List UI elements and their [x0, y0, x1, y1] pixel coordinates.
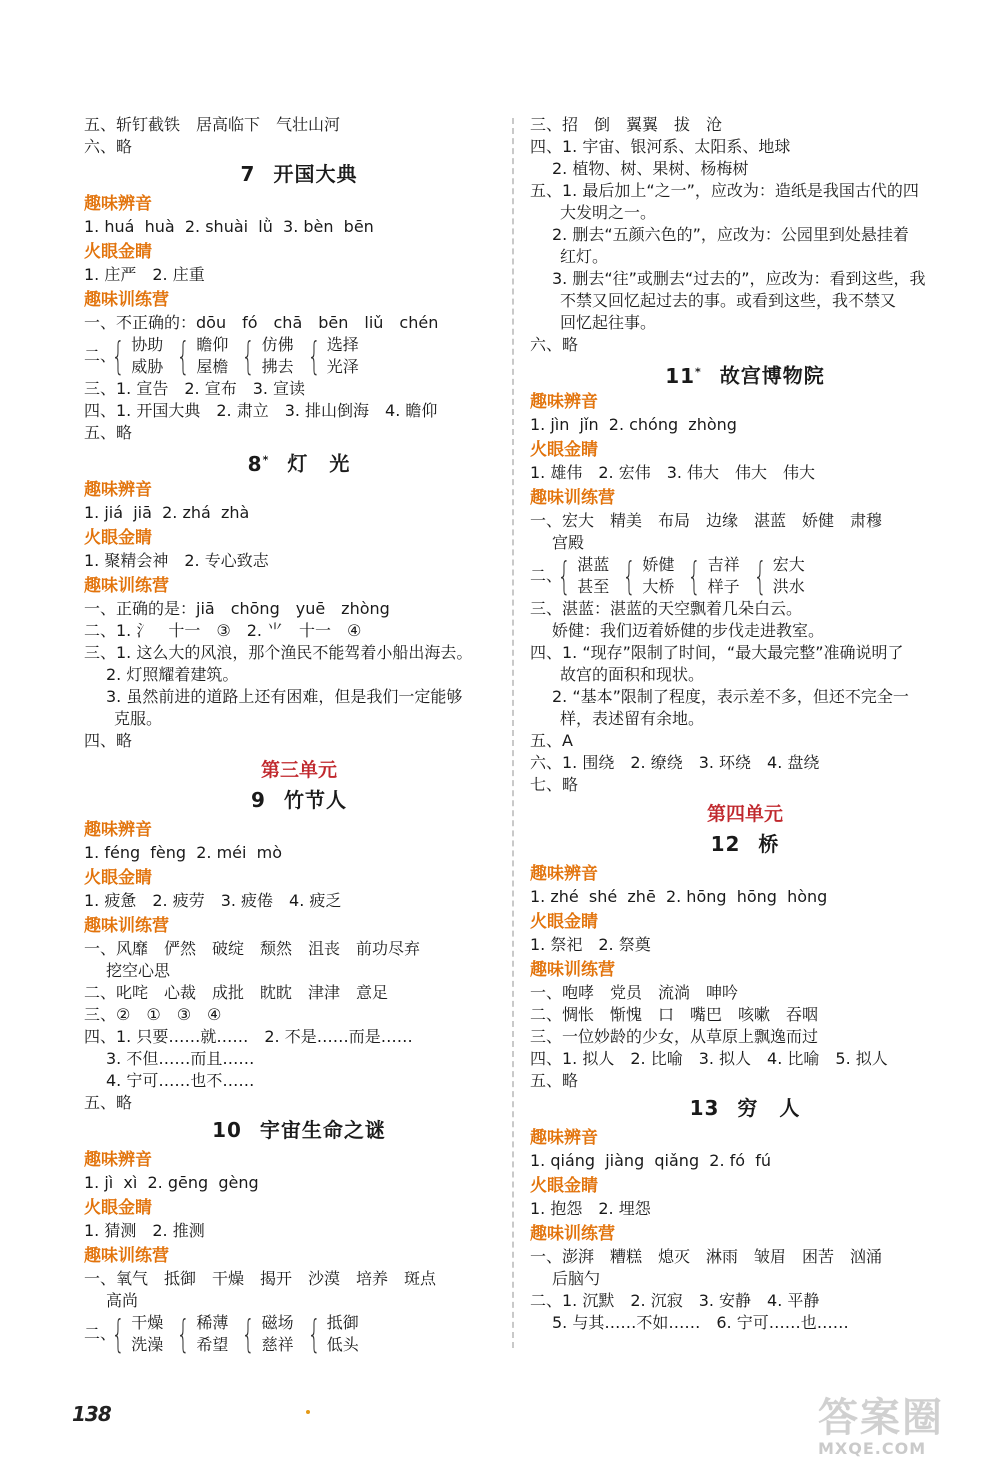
answer-line: 挖空心思 — [106, 961, 171, 980]
answer-line: 5. 与其……不如…… 6. 宁可……也…… — [552, 1313, 849, 1332]
answer-line: 1. zhé shé zhē 2. hōng hōng hòng — [530, 887, 828, 906]
answer-line: 五、略 — [530, 1071, 579, 1090]
section-heading: 火眼金睛 — [84, 1198, 152, 1218]
section-heading: 趣味训练营 — [84, 1246, 169, 1266]
answer-line: 1. qiáng jiàng qiǎng 2. fó fú — [530, 1151, 771, 1170]
section-heading: 趣味辨音 — [530, 392, 598, 412]
answer-line: 1. jiá jiā 2. zhá zhà — [84, 503, 250, 522]
answer-line: 娇健：我们迈着娇健的步伐走进教室。 — [552, 621, 825, 640]
answer-line: 五、斩钉截铁 居高临下 气壮山河 — [84, 115, 341, 134]
answer-line: 五、1. 最后加上“之一”，应改为：造纸是我国古代的四 — [530, 181, 919, 200]
answer-line: 六、1. 围绕 2. 缭绕 3. 环绕 4. 盘绕 — [530, 753, 820, 772]
section-heading: 趣味训练营 — [530, 960, 615, 980]
section-heading: 火眼金睛 — [530, 1176, 598, 1196]
answer-line: 宫殿 — [552, 533, 585, 552]
answer-line: 一、澎湃 糟糕 熄灭 淋雨 皱眉 困苦 汹涌 — [530, 1247, 883, 1266]
answer-line: 大发明之一。 — [560, 203, 657, 222]
answer-line: 4. 宁可……也不…… — [106, 1071, 255, 1090]
answer-line: 1. féng fèng 2. méi mò — [84, 843, 283, 862]
answer-line: 1. 猜测 2. 推测 — [84, 1221, 205, 1240]
section-heading: 火眼金睛 — [84, 868, 152, 888]
answer-line: 四、略 — [84, 731, 133, 750]
answer-line: 1. jìn jǐn 2. chóng zhòng — [530, 415, 737, 434]
answer-line: 五、略 — [84, 1093, 133, 1112]
section-heading: 趣味辨音 — [530, 864, 598, 884]
answer-line: 一、氧气 抵御 干燥 揭开 沙漠 培养 斑点 — [84, 1269, 437, 1288]
lesson-title: 9 竹节人 — [251, 788, 347, 812]
answer-line: 四、1. 只要……就…… 2. 不是……而是…… — [84, 1027, 413, 1046]
section-heading: 趣味辨音 — [530, 1128, 598, 1148]
section-heading: 趣味辨音 — [84, 1150, 152, 1170]
decorative-dot — [306, 1410, 310, 1414]
answer-line: 1. 庄严 2. 庄重 — [84, 265, 205, 284]
section-heading: 趣味训练营 — [84, 290, 169, 310]
answer-line: 一、咆哮 党员 流淌 呻吟 — [530, 983, 739, 1002]
answer-line: 2. “基本”限制了程度，表示差不多，但还不完全一 — [552, 687, 909, 706]
section-heading: 趣味训练营 — [84, 576, 169, 596]
answer-line: 1. 雄伟 2. 宏伟 3. 伟大 伟大 伟大 — [530, 463, 816, 482]
answer-line: 1. 抱怨 2. 埋怨 — [530, 1199, 651, 1218]
answer-line: 四、1. “现存”限制了时间，“最大最完整”准确说明了 — [530, 643, 904, 662]
answer-line: 红灯。 — [560, 247, 609, 266]
answer-line: 三、1. 宣告 2. 宣布 3. 宣读 — [84, 379, 306, 398]
section-heading: 趣味辨音 — [84, 820, 152, 840]
answer-line: 故宫的面积和现状。 — [560, 665, 705, 684]
answer-line: 1. 疲惫 2. 疲劳 3. 疲倦 4. 疲乏 — [84, 891, 342, 910]
section-heading: 火眼金睛 — [530, 440, 598, 460]
lesson-title: 10 宇宙生命之谜 — [212, 1118, 386, 1142]
brace-answer-row: 二、 { 协助 威胁 { 瞻仰 屋檐 { 仿佛 拂去 { 选择 光泽 — [84, 334, 359, 378]
answer-line: 四、1. 开国大典 2. 肃立 3. 排山倒海 4. 瞻仰 — [84, 401, 438, 420]
lesson-title: 13 穷 人 — [689, 1096, 801, 1120]
answer-line: 1. huá huà 2. shuài lǜ 3. bèn bēn — [84, 217, 374, 236]
answer-line: 三、1. 这么大的风浪，那个渔民不能驾着小船出海去。 — [84, 643, 473, 662]
answer-line: 七、略 — [530, 775, 579, 794]
page-number: 138 — [72, 1402, 111, 1426]
lesson-title: 8* 灯 光 — [247, 451, 351, 476]
answer-line: 四、1. 宇宙、银河系、太阳系、地球 — [530, 137, 791, 156]
answer-line: 一、宏大 精美 布局 边缘 湛蓝 娇健 肃穆 — [530, 511, 883, 530]
lesson-title: 12 桥 — [710, 832, 780, 856]
answer-line: 二、叱咤 心裁 成批 眈眈 津津 意足 — [84, 983, 389, 1002]
answer-line: 一、正确的是：jiā chōng yuē zhòng — [84, 599, 390, 618]
answer-line: 三、招 倒 翼翼 拔 沧 — [530, 115, 723, 134]
answer-line: 1. jì xì 2. gēng gèng — [84, 1173, 259, 1192]
answer-line: 不禁又回忆起过去的事。或看到这些，我不禁又 — [560, 291, 897, 310]
section-heading: 火眼金睛 — [530, 912, 598, 932]
answer-line: 2. 植物、树、果树、杨梅树 — [552, 159, 749, 178]
answer-line: 五、A — [530, 731, 573, 750]
answer-line: 克服。 — [114, 709, 163, 728]
answer-line: 3. 删去“往”或删去“过去的”，应改为：看到这些，我 — [552, 269, 926, 288]
answer-line: 回忆起往事。 — [560, 313, 657, 332]
answer-line: 四、1. 拟人 2. 比喻 3. 拟人 4. 比喻 5. 拟人 — [530, 1049, 888, 1068]
answer-line: 后脑勺 — [552, 1269, 601, 1288]
section-heading: 趣味训练营 — [530, 488, 615, 508]
answer-line: 3. 虽然前进的道路上还有困难，但是我们一定能够 — [106, 687, 463, 706]
answer-line: 三、一位妙龄的少女，从草原上飘逸而过 — [530, 1027, 819, 1046]
answer-line: 2. 删去“五颜六色的”，应改为：公园里到处悬挂着 — [552, 225, 909, 244]
answer-line: 一、风靡 俨然 破绽 颓然 沮丧 前功尽弃 — [84, 939, 421, 958]
answer-line: 六、略 — [84, 137, 133, 156]
right-column — [530, 114, 960, 1334]
section-heading: 趣味训练营 — [84, 916, 169, 936]
unit-heading: 第四单元 — [706, 803, 783, 825]
answer-line: 二、1. 氵 十一 ③ 2. ⺌ 十一 ④ — [84, 621, 362, 640]
left-column — [84, 114, 514, 1356]
answer-line: 一、不正确的：dōu fó chā bēn liǔ chén — [84, 313, 439, 332]
section-heading: 趣味辨音 — [84, 480, 152, 500]
brace-answer-row: 二、 { 干燥 洗澡 { 稀薄 希望 { 磁场 慈祥 { 抵御 低头 — [84, 1312, 359, 1356]
section-heading: 趣味训练营 — [530, 1224, 615, 1244]
answer-line: 六、略 — [530, 335, 579, 354]
brace-answer-row: 二、 { 湛蓝 甚至 { 娇健 大桥 { 吉祥 样子 { 宏大 洪水 — [530, 554, 805, 598]
answer-line: 2. 灯照耀着建筑。 — [106, 665, 239, 684]
section-heading: 火眼金睛 — [84, 528, 152, 548]
answer-line: 1. 聚精会神 2. 专心致志 — [84, 551, 269, 570]
answer-line: 三、② ① ③ ④ — [84, 1005, 222, 1024]
answer-line: 二、1. 沉默 2. 沉寂 3. 安静 4. 平静 — [530, 1291, 820, 1310]
answer-line: 3. 不但……而且…… — [106, 1049, 255, 1068]
answer-line: 三、湛蓝：湛蓝的天空飘着几朵白云。 — [530, 599, 803, 618]
answer-line: 样，表述留有余地。 — [560, 709, 705, 728]
lesson-title: 7 开国大典 — [240, 162, 358, 186]
answer-line: 1. 祭祀 2. 祭奠 — [530, 935, 651, 954]
watermark-logo: 答案圈 MXQE.COM — [818, 1394, 944, 1458]
section-heading: 火眼金睛 — [84, 242, 152, 262]
section-heading: 趣味辨音 — [84, 194, 152, 214]
answer-line: 高尚 — [106, 1291, 139, 1310]
answer-line: 二、惆怅 惭愧 口 嘴巴 咳嗽 吞咽 — [530, 1005, 819, 1024]
unit-heading: 第三单元 — [260, 759, 337, 781]
answer-line: 五、略 — [84, 423, 133, 442]
lesson-title: 11* 故宫博物院 — [665, 363, 825, 388]
